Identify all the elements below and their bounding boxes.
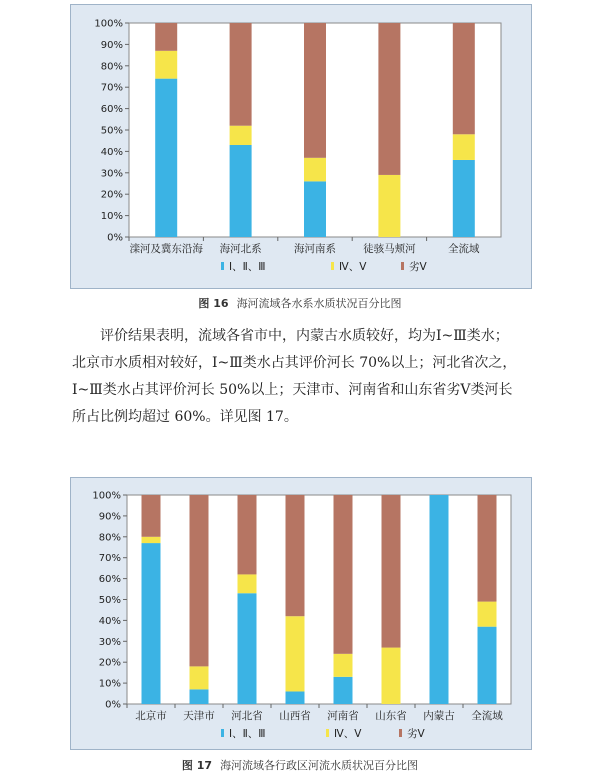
bar-segment: [478, 495, 497, 602]
bar-segment: [378, 23, 400, 175]
figure-16-chart: [71, 5, 531, 288]
legend-swatch: [326, 729, 329, 737]
x-tick-label: 河北省: [231, 710, 263, 722]
bar-segment: [334, 654, 353, 677]
bar-segment: [286, 691, 305, 704]
x-tick-label: 全流域: [471, 710, 503, 722]
legend-label: 劣Ⅴ: [409, 261, 427, 273]
legend-label: Ⅳ、Ⅴ: [334, 728, 362, 740]
y-tick-label: 100%: [94, 18, 123, 30]
x-tick-label: 山西省: [279, 710, 311, 722]
bar-segment: [334, 677, 353, 704]
paragraph-line: Ⅰ~Ⅲ类水占其评价河长 50%以上；天津市、河南省和山东省劣Ⅴ类河长: [72, 382, 513, 398]
bar-segment: [142, 543, 161, 704]
legend-swatch: [331, 262, 334, 270]
bar-segment: [286, 495, 305, 616]
y-tick-label: 30%: [100, 168, 123, 180]
y-tick-label: 10%: [98, 678, 121, 690]
figure-16-title: 海河流域各水系水质状况百分比图: [236, 297, 402, 310]
legend-label: Ⅳ、Ⅴ: [339, 261, 367, 273]
bar-segment: [453, 160, 475, 237]
body-paragraph: [72, 323, 542, 431]
figure-17-chart-frame: [70, 477, 532, 750]
bar-segment: [304, 158, 326, 182]
y-tick-label: 20%: [100, 189, 123, 201]
paragraph-line: 评价结果表明，流域各省市中，内蒙古水质较好，均为Ⅰ~Ⅲ类水；: [100, 328, 509, 344]
y-tick-label: 50%: [98, 595, 121, 606]
y-tick-label: 80%: [98, 532, 121, 544]
y-tick-label: 0%: [105, 699, 121, 711]
legend-swatch: [401, 262, 404, 270]
bar-segment: [453, 23, 475, 134]
y-tick-label: 50%: [100, 125, 123, 137]
x-tick-label: 滦河及冀东沿海: [129, 243, 203, 255]
bar-segment: [190, 495, 209, 666]
x-tick-label: 海河南系: [294, 243, 336, 255]
bar-segment: [304, 23, 326, 158]
bar-segment: [304, 181, 326, 237]
y-tick-label: 20%: [98, 657, 121, 669]
y-tick-label: 100%: [92, 490, 121, 502]
x-tick-label: 山东省: [375, 710, 407, 722]
y-tick-label: 60%: [98, 574, 121, 586]
legend-swatch: [221, 729, 224, 737]
y-tick-label: 10%: [100, 211, 123, 223]
bar-segment: [155, 23, 177, 51]
x-tick-label: 全流域: [448, 243, 480, 255]
x-tick-label: 内蒙古: [423, 710, 455, 722]
y-tick-label: 70%: [100, 82, 123, 94]
y-tick-label: 40%: [100, 146, 123, 158]
x-tick-label: 北京市: [135, 710, 167, 722]
bar-segment: [453, 134, 475, 160]
bar-segment: [382, 495, 401, 648]
paragraph-line: 北京市水质相对较好，Ⅰ~Ⅲ类水占其评价河长 70%以上；河北省次之，: [72, 355, 517, 371]
x-tick-label: 徒骇马颊河: [363, 243, 416, 255]
y-tick-label: 60%: [100, 104, 123, 116]
figure-16-chart-frame: [70, 4, 532, 289]
legend-swatch: [399, 729, 402, 737]
y-tick-label: 80%: [100, 61, 123, 73]
bar-segment: [238, 593, 257, 704]
bar-segment: [230, 145, 252, 237]
bar-segment: [155, 51, 177, 79]
paragraph-line: 所占比例均超过 60%。详见图 17。: [72, 409, 298, 425]
bar-segment: [382, 648, 401, 704]
y-tick-label: 30%: [98, 636, 121, 648]
figure-17-caption: [0, 757, 600, 773]
bar-segment: [378, 175, 400, 237]
bar-segment: [230, 23, 252, 126]
legend-swatch: [221, 262, 224, 270]
y-tick-label: 0%: [107, 232, 123, 244]
bar-segment: [155, 79, 177, 237]
bar-segment: [238, 495, 257, 574]
legend-label: 劣Ⅴ: [407, 728, 425, 740]
legend-label: Ⅰ、Ⅱ、Ⅲ: [229, 728, 266, 740]
figure-17-chart: [71, 478, 531, 749]
plot-area: [127, 495, 511, 704]
bar-segment: [478, 627, 497, 704]
legend-label: Ⅰ、Ⅱ、Ⅲ: [229, 261, 266, 273]
x-tick-label: 河南省: [327, 710, 359, 722]
figure-16-number: 图 16: [198, 297, 229, 310]
figure-17-number: 图 17: [181, 759, 213, 772]
bar-segment: [190, 666, 209, 689]
y-tick-label: 90%: [98, 511, 121, 523]
x-tick-label: 天津市: [183, 710, 215, 722]
figure-17-title: 海河流域各行政区河流水质状况百分比图: [220, 759, 419, 772]
bar-segment: [478, 602, 497, 627]
bar-segment: [142, 495, 161, 537]
bar-segment: [286, 616, 305, 691]
bar-segment: [238, 574, 257, 593]
y-tick-label: 90%: [100, 39, 123, 51]
y-tick-label: 40%: [98, 615, 121, 627]
bar-segment: [190, 689, 209, 704]
bar-segment: [142, 537, 161, 543]
bar-segment: [430, 495, 449, 704]
y-tick-label: 70%: [98, 553, 121, 565]
bar-segment: [334, 495, 353, 654]
figure-16-caption: [0, 295, 600, 311]
x-tick-label: 海河北系: [219, 243, 262, 255]
bar-segment: [230, 126, 252, 145]
